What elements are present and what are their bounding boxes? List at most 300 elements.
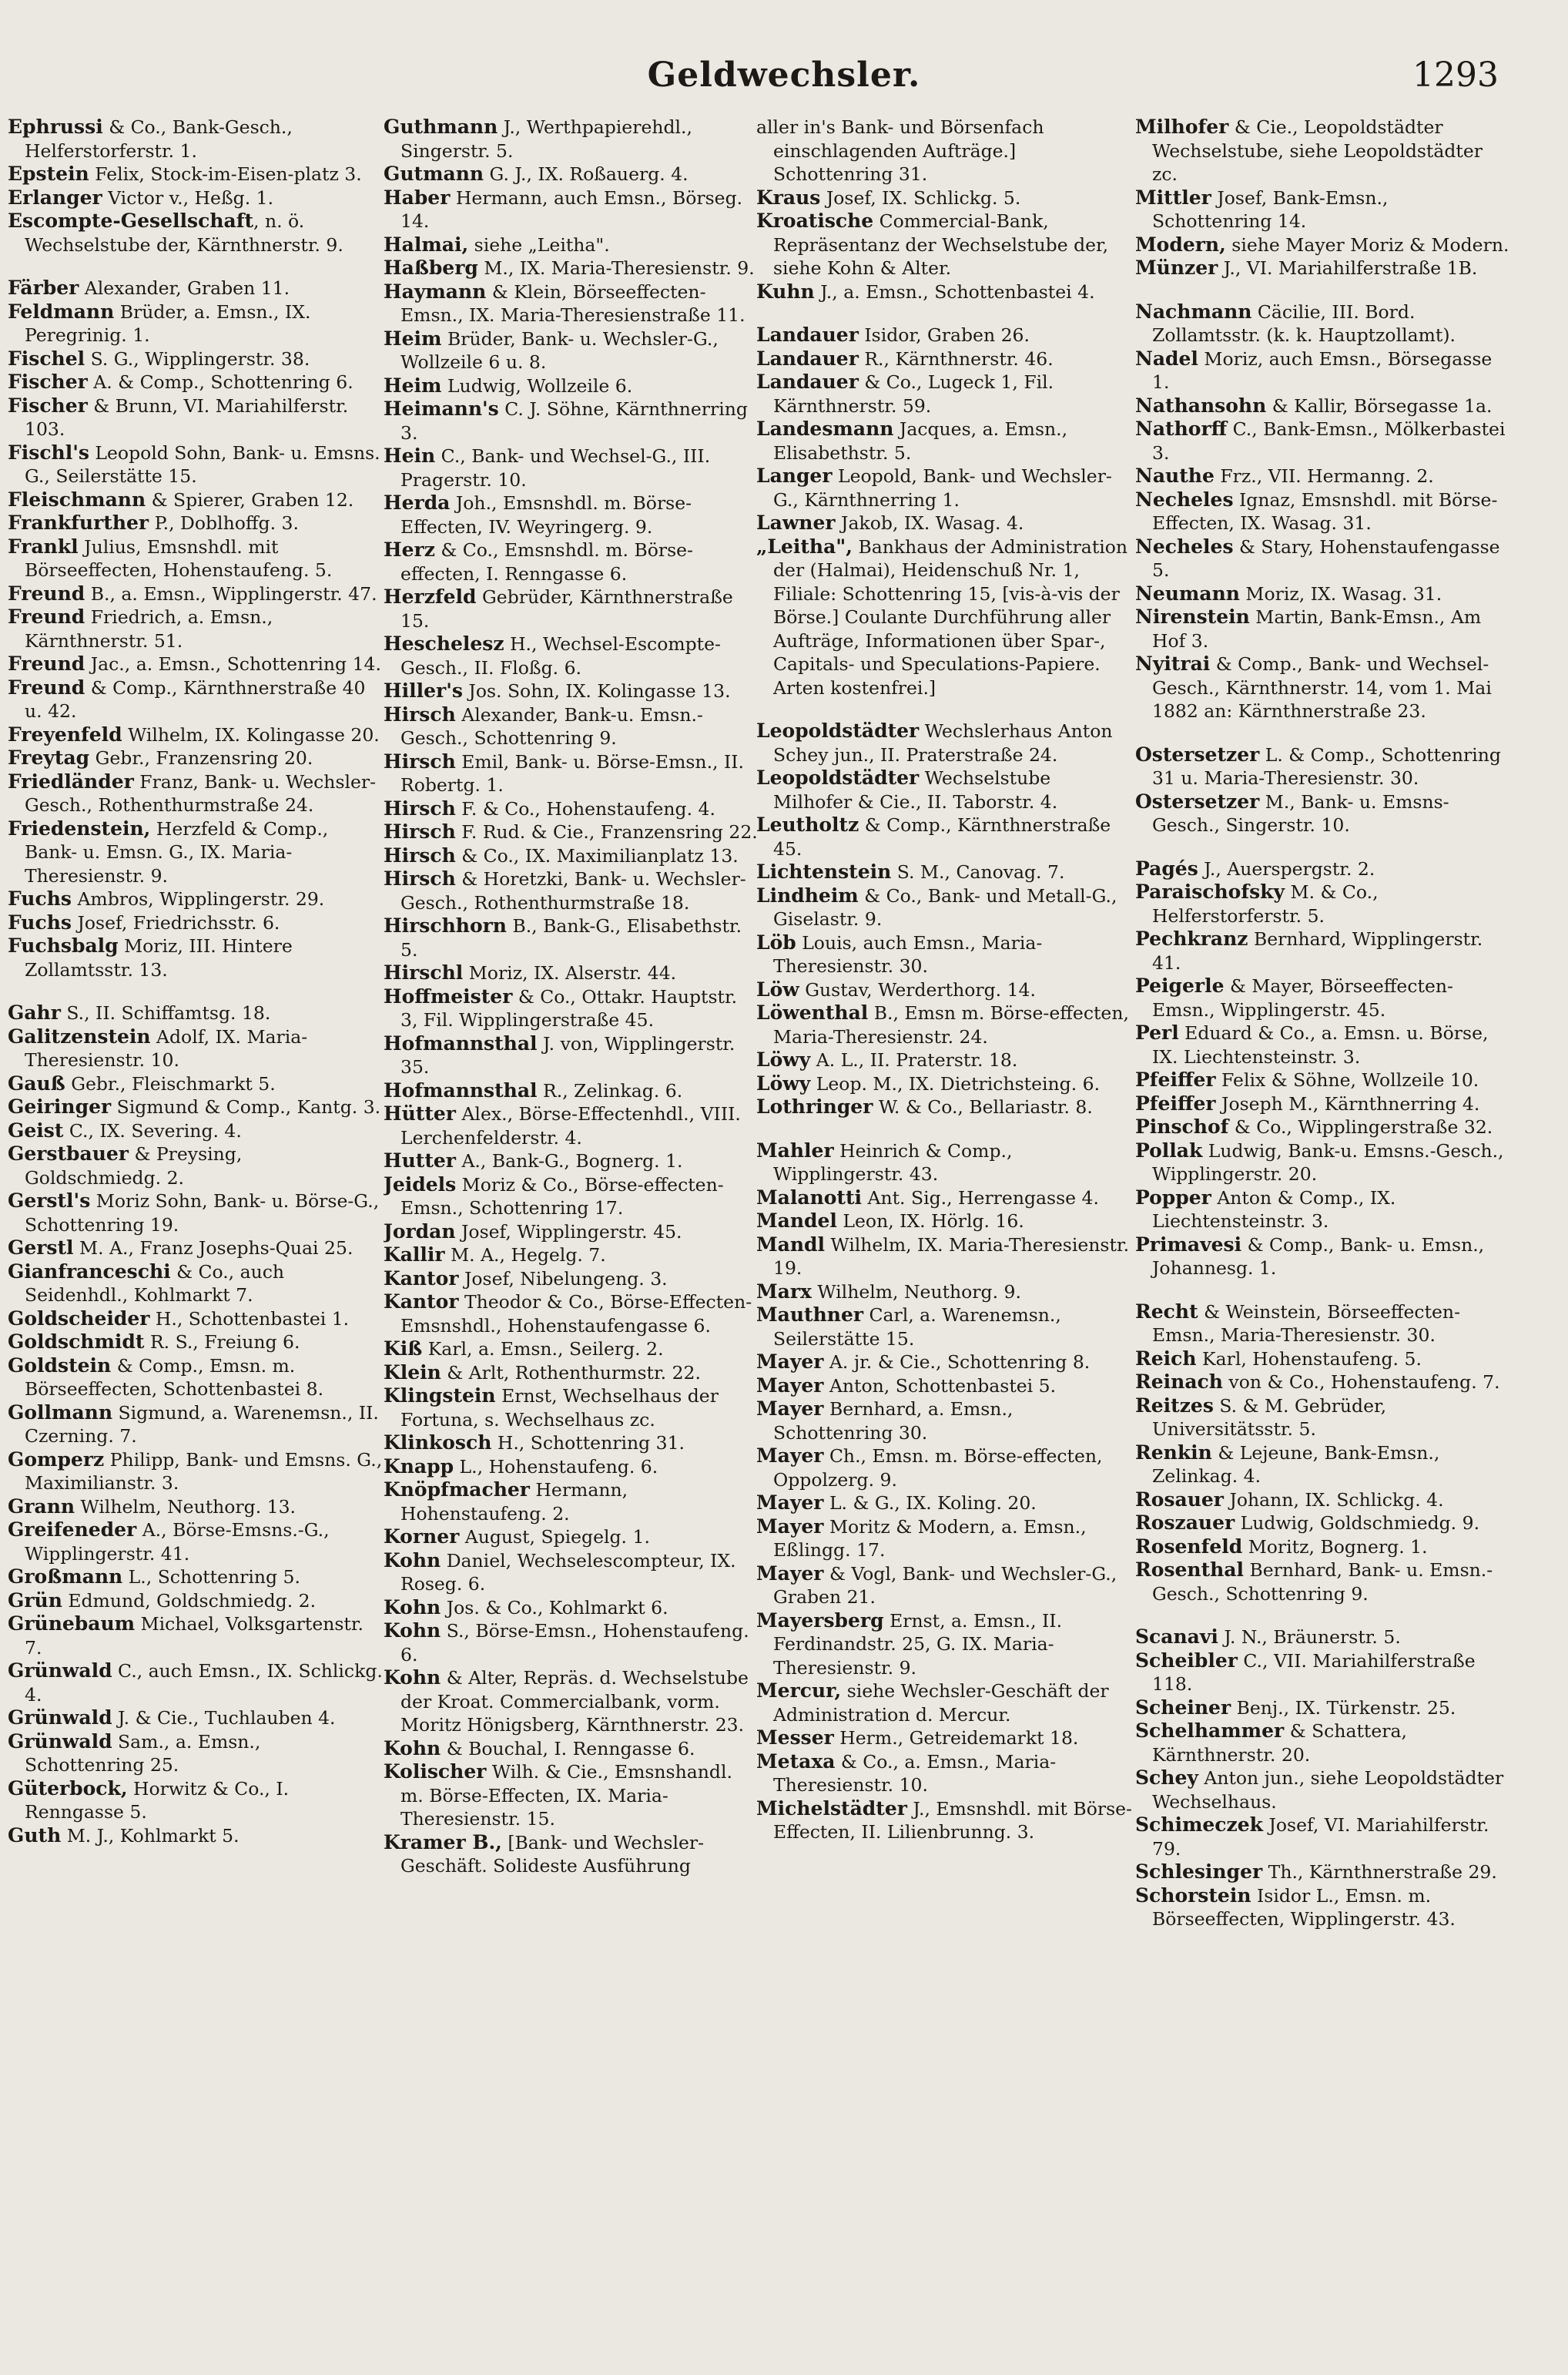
entry-details: Jos. Sohn, IX. Kolingasse 13. xyxy=(462,680,731,702)
directory-entry xyxy=(8,911,384,935)
entry-name: Kantor xyxy=(384,1266,459,1290)
directory-entry xyxy=(756,371,1132,418)
entry-details: A. L., II. Praterstr. 18. xyxy=(810,1049,1018,1071)
section-gap xyxy=(756,1119,1132,1139)
directory-entry xyxy=(1135,1441,1511,1488)
entry-name: Gerstl's xyxy=(8,1189,91,1212)
entry-details: L., Schottenring 5. xyxy=(122,1566,300,1588)
entry-name: Marx xyxy=(756,1280,812,1303)
entry-details: Ernst, Wechselhaus der Fortuna, s. Wechselhaus zc. xyxy=(400,1385,719,1431)
entry-details: Wilhelm, IX. Maria-Theresienstr. 19. xyxy=(773,1233,1130,1279)
entry-details: & Weinstein, Börseeffecten-Emsn., Maria-Theresienstr. 30. xyxy=(1152,1300,1461,1346)
directory-entry xyxy=(1135,928,1511,974)
entry-name: Freytag xyxy=(8,746,90,769)
entry-name: Lothringer xyxy=(756,1095,873,1118)
directory-entry xyxy=(1135,1370,1511,1394)
directory-entry xyxy=(1135,1186,1511,1233)
directory-entry xyxy=(1135,347,1511,394)
entry-name: Löwy xyxy=(756,1048,811,1071)
entry-name: Rosauer xyxy=(1135,1488,1224,1511)
entry-details: J., Emsnshdl. mit Börse-Effecten, II. Lilienbrunng. 3. xyxy=(773,1797,1132,1843)
directory-entry xyxy=(384,1173,759,1220)
entry-name: Nyitrai xyxy=(1135,652,1211,675)
directory-entry xyxy=(384,233,759,257)
entry-name: Münzer xyxy=(1135,257,1218,279)
directory-entry xyxy=(1135,743,1511,790)
directory-entry xyxy=(756,512,1132,535)
entry-name: Herz xyxy=(384,538,435,561)
entry-name: Rosenthal xyxy=(1135,1558,1245,1581)
entry-details: M., IX. Maria-Theresienstr. 9. xyxy=(477,257,755,279)
directory-entry xyxy=(384,1831,759,1878)
entry-name: Korner xyxy=(384,1525,460,1548)
directory-entry xyxy=(384,985,759,1032)
entry-details: & Mayer, Börseeffecten-Emsn., Wipplingerstr. 45. xyxy=(1152,975,1453,1021)
entry-name: Feldmann xyxy=(8,300,115,323)
directory-entry xyxy=(756,767,1132,813)
entry-details: L. & G., IX. Koling. 20. xyxy=(823,1492,1037,1514)
entry-name: Gollmann xyxy=(8,1401,113,1424)
entry-name: Primavesi xyxy=(1135,1233,1242,1256)
entry-details: Bernhard, Bank- u. Emsn.-Gesch., Schottenring 9. xyxy=(1152,1559,1493,1605)
entry-name: Jeidels xyxy=(384,1172,457,1196)
entry-details: & Kallir, Börsegasse 1a. xyxy=(1266,394,1493,417)
entry-name: Hirsch xyxy=(384,750,456,773)
directory-entry xyxy=(8,887,384,911)
entry-name: Pfeiffer xyxy=(1135,1092,1216,1115)
entry-name: Löwenthal xyxy=(756,1001,869,1024)
entry-details: Emil, Bank- u. Börse-Emsn., II. Robertg. 1. xyxy=(400,750,745,796)
directory-entry xyxy=(384,1760,759,1831)
directory-entry xyxy=(384,632,759,679)
entry-name: Leutholtz xyxy=(756,813,859,836)
entry-details: Leopold Sohn, Bank- u. Emsns. G., Seilerstätte 15. xyxy=(25,441,380,487)
directory-entry xyxy=(756,931,1132,978)
directory-entry xyxy=(1135,1860,1511,1884)
directory-entry xyxy=(1135,535,1511,582)
entry-details: Jos. & Co., Kohlmarkt 6. xyxy=(441,1596,668,1619)
directory-entry xyxy=(1135,418,1511,465)
entry-details: Bankhaus der Administration der (Halmai), Heidenschuß Nr. 1, Filiale: Schottenring 15, [vis-à-vis der Börse.] Coulante Durchführung aller Aufträge, Informationen über Spar-, Capitals- und Speculations-Papiere. Arten kostenfrei.] xyxy=(773,535,1128,699)
entry-name: Reitzes xyxy=(1135,1394,1214,1417)
entry-details: & Co., Emsnshdl. m. Börse-effecten, I. Renngasse 6. xyxy=(400,539,693,585)
entry-details: & Arlt, Rothenthurmstr. 22. xyxy=(441,1361,701,1384)
directory-entry xyxy=(8,1589,384,1613)
entry-details: H., Wechsel-Escompte-Gesch., II. Floßg. 6. xyxy=(400,633,721,679)
directory-entry xyxy=(384,1619,759,1666)
entry-name: Mayer xyxy=(756,1491,824,1514)
directory-entry xyxy=(8,652,384,676)
directory-entry xyxy=(8,1706,384,1730)
entry-details: Sigmund, a. Warenemsn., II. Czerning. 7. xyxy=(25,1401,379,1447)
entry-name: Greifeneder xyxy=(8,1518,137,1541)
directory-entry xyxy=(756,210,1132,280)
directory-entry xyxy=(1135,233,1511,257)
directory-entry xyxy=(8,1189,384,1236)
entry-details: siehe „Leitha". xyxy=(468,233,610,256)
entry-name: Guthmann xyxy=(384,116,498,138)
entry-details: Cäcilie, III. Bord. Zollamtsstr. (k. k. Hauptzollamt). xyxy=(1152,300,1456,346)
directory-entry xyxy=(1135,582,1511,606)
entry-details: Alex., Börse-Effectenhdl., VIII. Lerchenfelderstr. 4. xyxy=(400,1103,741,1149)
directory-entry xyxy=(384,1525,759,1549)
entry-name: Leopoldstädter xyxy=(756,767,920,789)
directory-entry xyxy=(8,746,384,770)
entry-name: Mayer xyxy=(756,1515,824,1538)
directory-entry xyxy=(8,1659,384,1706)
directory-entry xyxy=(756,1562,1132,1609)
directory-entry xyxy=(756,1095,1132,1119)
entry-name: Freund xyxy=(8,605,85,628)
entry-name: Mayer xyxy=(756,1397,824,1420)
entry-name: Malanotti xyxy=(756,1186,863,1209)
entry-name: Kolischer xyxy=(384,1760,487,1783)
directory-entry xyxy=(1135,857,1511,881)
directory-entry xyxy=(384,1102,759,1149)
entry-details: S., Börse-Emsn., Hohenstaufeng. 6. xyxy=(400,1620,749,1666)
entry-name: Grünebaum xyxy=(8,1612,136,1635)
directory-entry xyxy=(384,1431,759,1455)
column-4 xyxy=(1135,116,1511,2350)
entry-details: P., Doblhoffg. 3. xyxy=(149,512,299,534)
directory-entry xyxy=(8,394,384,441)
entry-name: Gauß xyxy=(8,1072,65,1095)
entry-name: Heschelesz xyxy=(384,632,504,655)
directory-entry xyxy=(756,347,1132,371)
entry-details: A. jr. & Cie., Schottenring 8. xyxy=(823,1351,1091,1373)
entry-details: & Alter, Repräs. d. Wechselstube der Kroat. Commercialbank, vorm. Moritz Hönigsberg, Kärnthnerstr. 23. xyxy=(400,1667,749,1736)
entry-details: Sigmund & Comp., Kantg. 3. xyxy=(111,1096,381,1118)
directory-entry xyxy=(384,750,759,797)
entry-details: A., Bank-G., Bognerg. 1. xyxy=(455,1150,683,1172)
entry-name: Necheles xyxy=(1135,535,1234,558)
directory-entry xyxy=(1135,1884,1511,1931)
entry-details: Joh., Emsnshdl. m. Börse-Effecten, IV. Weyringerg. 9. xyxy=(400,492,692,538)
entry-name: Frankl xyxy=(8,535,79,558)
entry-details: Wilhelm, Neuthorg. 13. xyxy=(75,1495,297,1518)
directory-entry xyxy=(756,1797,1132,1844)
entry-name: Gerstl xyxy=(8,1236,74,1259)
entry-details: Gebr., Franzensring 20. xyxy=(89,747,313,769)
entry-details: C. J. Söhne, Kärnthnerring 3. xyxy=(400,398,748,444)
entry-details: Felix, Stock-im-Eisen-platz 3. xyxy=(89,163,362,185)
directory-entry xyxy=(8,277,384,300)
entry-name: Klein xyxy=(384,1360,441,1384)
entry-name: Heim xyxy=(384,374,442,397)
entry-details: J., Auerspergstr. 2. xyxy=(1198,857,1375,880)
directory-entry xyxy=(756,1397,1132,1444)
entry-details: Johann, IX. Schlickg. 4. xyxy=(1223,1488,1444,1511)
directory-entry xyxy=(384,374,759,398)
entry-details: Moriz, III. Hintere Zollamtsstr. 13. xyxy=(25,935,293,981)
directory-entry xyxy=(8,488,384,512)
entry-details: Leon, IX. Hörlg. 16. xyxy=(836,1210,1024,1232)
entry-name: Nathorff xyxy=(1135,418,1228,440)
column-3 xyxy=(756,116,1132,2350)
entry-details: & Co., Lugeck 1, Fil. Kärnthnerstr. 59. xyxy=(773,371,1054,417)
directory-entry xyxy=(756,1350,1132,1374)
directory-entry xyxy=(8,1025,384,1072)
directory-entry xyxy=(1135,186,1511,233)
entry-name: Nirenstein xyxy=(1135,605,1250,628)
directory-entry xyxy=(756,884,1132,931)
directory-entry xyxy=(756,1233,1132,1280)
entry-name: Hütter xyxy=(384,1102,456,1125)
directory-entry xyxy=(384,398,759,444)
entry-name: Kraus xyxy=(756,186,821,209)
entry-name: Grün xyxy=(8,1588,62,1612)
entry-name: Herda xyxy=(384,491,451,514)
directory-entry xyxy=(8,1307,384,1331)
entry-name: Hofmannsthal xyxy=(384,1032,538,1055)
entry-name: Pfeiffer xyxy=(1135,1068,1216,1091)
entry-details: & Spierer, Graben 12. xyxy=(146,488,354,511)
directory-entry xyxy=(8,1119,384,1143)
entry-name: Ostersetzer xyxy=(1135,790,1260,813)
entry-name: Freund xyxy=(8,652,85,675)
directory-entry xyxy=(8,1072,384,1096)
directory-entry xyxy=(1135,1092,1511,1116)
entry-name: Hein xyxy=(384,444,436,467)
entry-details: Heinrich & Comp., Wipplingerstr. 43. xyxy=(773,1139,1013,1185)
entry-name: Heim xyxy=(384,327,442,350)
entry-name: Kallir xyxy=(384,1243,445,1266)
entry-name: Hirsch xyxy=(384,867,456,890)
directory-entry xyxy=(1135,1511,1511,1535)
directory-entry xyxy=(384,703,759,750)
entry-details: Karl, Hohenstaufeng. 5. xyxy=(1196,1347,1422,1370)
section-gap xyxy=(1135,1605,1511,1625)
entry-details: Alexander, Graben 11. xyxy=(79,277,290,299)
entry-details: & Comp., Bank- und Wechsel-Gesch., Kärnthnerstr. 14, vom 1. Mai 1882 an: Kärnthnerstraße 23. xyxy=(1152,653,1492,722)
entry-name: Roszauer xyxy=(1135,1511,1235,1534)
entry-name: Landauer xyxy=(756,347,859,370)
page-title: Geldwechsler. xyxy=(647,55,921,95)
directory-entry xyxy=(1135,1488,1511,1512)
entry-name: Fuchs xyxy=(8,911,72,934)
entry-name: Herzfeld xyxy=(384,585,477,608)
entry-name: Güterbock, xyxy=(8,1776,128,1800)
entry-details: H., Schottenbastei 1. xyxy=(149,1307,350,1330)
entry-details: L. & Comp., Schottenring 31 u. Maria-Theresienstr. 30. xyxy=(1152,743,1501,789)
entry-name: Hutter xyxy=(384,1149,456,1172)
entry-details: Brüder, Bank- u. Wechsler-G., Wollzeile 6 u. 8. xyxy=(400,327,719,373)
directory-entry xyxy=(8,163,384,186)
entry-details: C., VII. Mariahilferstraße 118. xyxy=(1152,1649,1476,1695)
directory-entry xyxy=(1135,1719,1511,1766)
entry-details: & Co., Bank-Gesch., Helferstorferstr. 1. xyxy=(25,116,293,162)
entry-details: R., Kärnthnerstr. 46. xyxy=(858,347,1054,370)
entry-details: J. & Cie., Tuchlauben 4. xyxy=(112,1707,336,1729)
entry-name: Recht xyxy=(1135,1300,1198,1323)
entry-name: Mauthner xyxy=(756,1303,864,1326)
directory-entry xyxy=(384,186,759,233)
entry-name: Popper xyxy=(1135,1186,1211,1209)
directory-entry xyxy=(384,1032,759,1079)
entry-details: B., Bank-G., Elisabethstr. 5. xyxy=(400,915,742,961)
entry-details: C., Bank- und Wechsel-G., III. Pragerstr. 10. xyxy=(400,445,711,491)
entry-name: Fuchsbalg xyxy=(8,934,119,957)
entry-details: Commercial-Bank, Repräsentanz der Wechselstube der, siehe Kohn & Alter. xyxy=(773,210,1109,279)
directory-entry xyxy=(1135,1766,1511,1813)
directory-entry xyxy=(1135,465,1511,488)
entry-details: & Preysing, Goldschmiedg. 2. xyxy=(25,1143,243,1189)
entry-details: F. & Co., Hohenstaufeng. 4. xyxy=(455,797,715,820)
directory-entry xyxy=(1135,1300,1511,1347)
entry-name: Mayer xyxy=(756,1350,824,1373)
entry-details: Alexander, Bank-u. Emsn.-Gesch., Schottenring 9. xyxy=(400,703,703,749)
directory-entry xyxy=(8,347,384,371)
entry-details: & Horetzki, Bank- u. Wechsler-Gesch., Rothenthurmstraße 18. xyxy=(400,868,746,914)
directory-entry xyxy=(384,491,759,538)
entry-details: Anton jun., siehe Leopoldstädter Wechselhaus. xyxy=(1152,1767,1504,1813)
entry-details: Brüder, a. Emsn., IX. Peregrinig. 1. xyxy=(25,300,311,346)
entry-name: Mayersberg xyxy=(756,1608,884,1632)
entry-name: Lawner xyxy=(756,512,836,534)
directory-entry xyxy=(384,1079,759,1103)
entry-name: Löb xyxy=(756,931,796,954)
entry-details: S. G., Wipplingerstr. 38. xyxy=(85,347,310,370)
directory-entry xyxy=(756,860,1132,884)
entry-name: Mayer xyxy=(756,1374,824,1397)
directory-entry xyxy=(1135,1021,1511,1068)
entry-details: J. N., Bräunerstr. 5. xyxy=(1218,1626,1401,1648)
entry-name: Kiß xyxy=(384,1337,423,1360)
directory-entry xyxy=(384,116,759,163)
entry-details: Leopold, Bank- und Wechsler-G., Kärnthnerring 1. xyxy=(773,465,1112,511)
entry-details: Adolf, IX. Maria-Theresienstr. 10. xyxy=(25,1025,308,1071)
entry-details: Ch., Emsn. m. Börse-effecten, Oppolzerg. 9. xyxy=(773,1445,1103,1491)
entry-details: Gebr., Fleischmarkt 5. xyxy=(65,1072,276,1095)
entry-name: Friedländer xyxy=(8,770,134,793)
entry-name: Goldstein xyxy=(8,1354,112,1377)
directory-entry xyxy=(384,1361,759,1385)
entry-name: Klingstein xyxy=(384,1384,496,1407)
entry-name: Pollak xyxy=(1135,1139,1203,1162)
directory-entry xyxy=(384,163,759,186)
entry-details: Herm., Getreidemarkt 18. xyxy=(833,1727,1079,1749)
entry-details: & Co., auch Seidenhdl., Kohlmarkt 7. xyxy=(25,1260,285,1306)
directory-entry xyxy=(756,1726,1132,1750)
entry-name: Hirsch xyxy=(384,844,456,867)
entry-details: & Co., Wipplingerstraße 32. xyxy=(1228,1116,1493,1138)
entry-details: Ignaz, Emsnshdl. mit Börse-Effecten, IX. Wasag. 31. xyxy=(1152,488,1498,534)
entry-name: Kohn xyxy=(384,1666,441,1689)
entry-name: Rosenfeld xyxy=(1135,1535,1243,1558)
directory-entry xyxy=(756,1303,1132,1350)
entry-details: Josef, VI. Mariahilferstr. 79. xyxy=(1152,1814,1489,1860)
entry-details: & Vogl, Bank- und Wechsler-G., Graben 21. xyxy=(773,1562,1117,1608)
entry-details: , n. ö. Wechselstube der, Kärnthnerstr. 9. xyxy=(25,210,343,256)
directory-entry xyxy=(8,934,384,981)
entry-name: Nauthe xyxy=(1135,465,1215,487)
entry-name: Landauer xyxy=(756,324,859,346)
entry-details: Franz, Bank- u. Wechsler-Gesch., Rothenthurmstraße 24. xyxy=(25,770,377,816)
entry-details: Hermann, auch Emsn., Börseg. 14. xyxy=(400,186,743,232)
entry-details: Moriz, IX. Alserstr. 44. xyxy=(463,962,677,984)
entry-name: Milhofer xyxy=(1135,116,1229,138)
directory-entry xyxy=(756,465,1132,512)
entry-details: Martin, Bank-Emsn., Am Hof 3. xyxy=(1152,606,1482,652)
entry-details: Moritz & Modern, a. Emsn., Eßlingg. 17. xyxy=(773,1515,1087,1561)
directory-entry xyxy=(1135,1649,1511,1696)
entry-name: Fleischmann xyxy=(8,488,146,511)
directory-entry xyxy=(1135,488,1511,535)
entry-details: J., VI. Mariahilferstraße 1B. xyxy=(1218,257,1478,279)
entry-name: Klinkosch xyxy=(384,1431,492,1454)
entry-name: Leopoldstädter xyxy=(756,720,920,742)
entry-details: siehe Mayer Moriz & Modern. xyxy=(1225,233,1509,256)
entry-name: Pagés xyxy=(1135,857,1198,880)
section-gap xyxy=(1135,280,1511,300)
section-gap xyxy=(756,699,1132,720)
entry-details: Wilh. & Cie., Emsnshandl. m. Börse-Effecten, IX. Maria-Theresienstr. 15. xyxy=(400,1761,732,1830)
directory-entry xyxy=(756,324,1132,347)
entry-details: S. & M. Gebrüder, Universitätsstr. 5. xyxy=(1152,1394,1387,1440)
entry-details: F. Rud. & Cie., Franzensring 22. xyxy=(455,821,758,843)
entry-details: & Comp., Emsn. m. Börseeffecten, Schottenbastei 8. xyxy=(25,1354,324,1400)
entry-details: & Lejeune, Bank-Emsn., Zelinkag. 4. xyxy=(1152,1441,1440,1487)
directory-entry xyxy=(1135,1558,1511,1605)
entry-details: Josef, Nibelungeng. 3. xyxy=(458,1267,668,1290)
directory-entry xyxy=(756,535,1132,700)
entry-name: Schlesinger xyxy=(1135,1860,1263,1883)
entry-details: J., a. Emsn., Schottenbastei 4. xyxy=(814,280,1095,303)
directory-entry xyxy=(756,1209,1132,1233)
entry-name: Färber xyxy=(8,277,79,299)
directory-entry xyxy=(8,817,384,888)
entry-name: Grünwald xyxy=(8,1729,112,1753)
directory-entry xyxy=(8,535,384,582)
directory-entry xyxy=(384,1149,759,1173)
directory-entry xyxy=(384,1290,759,1337)
entry-details: Sam., a. Emsn., Schottenring 25. xyxy=(25,1730,261,1776)
directory-entry xyxy=(756,418,1132,465)
directory-entry xyxy=(384,1455,759,1479)
directory-entry xyxy=(384,327,759,374)
entry-name: Gerstbauer xyxy=(8,1142,129,1165)
entry-name: Gianfranceschi xyxy=(8,1260,171,1283)
entry-name: Kohn xyxy=(384,1736,441,1759)
entry-details: G. J., IX. Roßauerg. 4. xyxy=(484,163,689,185)
entry-name: Hirschl xyxy=(384,961,464,984)
entry-name: Hirsch xyxy=(384,703,456,726)
directory-entry xyxy=(384,585,759,632)
entry-name: Kuhn xyxy=(756,280,815,303)
entry-details: Leop. M., IX. Dietrichsteing. 6. xyxy=(810,1072,1101,1095)
directory-entry xyxy=(756,1072,1132,1096)
entry-name: Freund xyxy=(8,582,85,605)
entry-name: Mandl xyxy=(756,1233,826,1256)
entry-name: Goldscheider xyxy=(8,1307,150,1330)
entry-details: A., Börse-Emsns.-G., Wipplingerstr. 41. xyxy=(25,1519,330,1565)
entry-name: Fischer xyxy=(8,371,88,393)
entry-details: Bernhard, a. Emsn., Schottenring 30. xyxy=(773,1398,1014,1444)
entry-details: Moriz, auch Emsn., Börsegasse 1. xyxy=(1152,347,1493,393)
entry-name: Scheibler xyxy=(1135,1649,1238,1672)
directory-entry xyxy=(384,1737,759,1761)
entry-name: Kohn xyxy=(384,1548,441,1572)
entry-details: A. & Comp., Schottenring 6. xyxy=(87,371,353,393)
column-1 xyxy=(8,116,384,2350)
directory-entry xyxy=(384,1337,759,1361)
entry-name: Mayer xyxy=(756,1562,824,1585)
entry-details: M. & Co., Helferstorferstr. 5. xyxy=(1152,881,1379,927)
entry-details: & Cie., Leopoldstädter Wechselstube, siehe Leopoldstädter zc. xyxy=(1152,116,1483,185)
directory-entry xyxy=(8,1777,384,1824)
entry-details: Ludwig, Bank-u. Emsns.-Gesch., Wipplingerstr. 20. xyxy=(1152,1139,1504,1185)
directory-entry xyxy=(1135,1347,1511,1371)
